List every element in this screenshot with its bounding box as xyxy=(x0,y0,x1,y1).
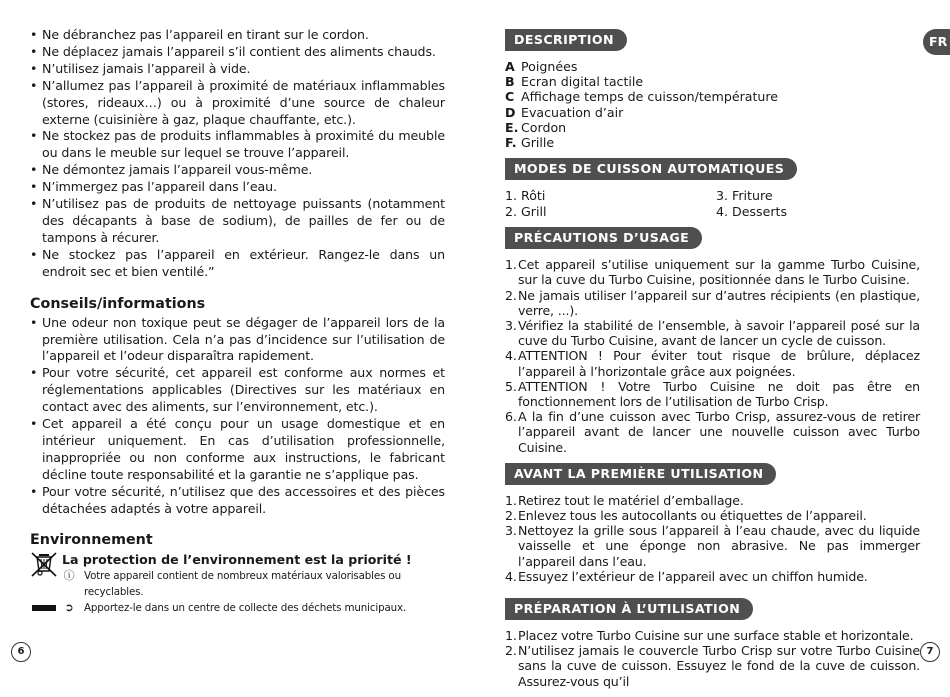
info-icon: ⓘ xyxy=(63,569,75,583)
first-use-item xyxy=(505,508,920,523)
environment-priority-title: La protection de l’environnement est la priorité ! xyxy=(62,552,412,568)
safety-bullet: • Ne déplacez jamais l’appareil s’il contient des aliments chauds. xyxy=(30,44,445,61)
item-number: 1. xyxy=(505,492,517,508)
item-text: ATTENTION ! Votre Turbo Cuisine ne doit pas être en fonctionnement lors de l’utilisation de Turbo Crisp. xyxy=(518,378,920,410)
precaution-item xyxy=(505,257,920,287)
item-number: 1. xyxy=(505,628,517,644)
item-text: Placez votre Turbo Cuisine sur une surface stable et horizontale. xyxy=(518,628,914,644)
description-header: DESCRIPTION xyxy=(505,29,627,51)
item-number: 6. xyxy=(505,409,517,425)
item-number: 2. xyxy=(505,508,517,524)
precaution-item xyxy=(505,348,920,378)
safety-bullet: • Ne démontez jamais l’appareil vous-même. xyxy=(30,162,445,179)
part-key: A xyxy=(505,59,515,74)
part-key: F. xyxy=(505,135,517,151)
right-column xyxy=(505,29,920,697)
environment-line xyxy=(30,568,445,600)
conseils-bullet: • Pour votre sécurité, n’utilisez que des accessoires et des pièces détachées adaptés à votre appareil. xyxy=(30,484,445,518)
safety-bullet: • Ne stockez pas de produits inflammables à proximité du meuble ou dans le meuble sur lequel se trouve l’appareil. xyxy=(30,128,445,162)
conseils-bullet: • Cet appareil a été conçu pour un usage domestique et en intérieur uniquement. En cas d’utilisation professionnelle, inappropriée ou non conforme aux instructions, le fabricant décline toute responsabilité et la garantie ne s’applique pas. xyxy=(30,416,445,484)
item-number: 1. xyxy=(505,257,517,273)
conseils-bullet: • Pour votre sécurité, cet appareil est conforme aux normes et réglementations applicables (Directives sur les matériaux en contact avec des aliments, sur l’environnement, etc.). xyxy=(30,365,445,416)
part-label: Evacuation d’air xyxy=(521,104,624,120)
safety-bullet-list xyxy=(30,27,445,281)
item-number: 3. xyxy=(505,523,517,539)
right-page xyxy=(475,0,950,689)
item-text: Cet appareil s’utilise uniquement sur la gamme Turbo Cuisine, sur la cuve du Turbo Cuisine, positionnée dans le Turbo Cuisine. xyxy=(518,257,920,288)
arrow-icon: ➲ xyxy=(64,601,74,615)
item-text: Essuyez l’extérieur de l’appareil avec un chiffon humide. xyxy=(518,568,868,584)
mode-item: 3. Friture xyxy=(716,188,773,204)
part-item xyxy=(505,59,920,74)
precaution-item xyxy=(505,318,920,348)
item-text: Retirez tout le matériel d’emballage. xyxy=(518,492,744,508)
environment-heading: Environnement xyxy=(30,532,153,549)
part-label: Affichage temps de cuisson/température xyxy=(521,89,779,105)
left-page xyxy=(0,0,475,673)
part-item xyxy=(505,120,920,135)
safety-bullet: • N’allumez pas l’appareil à proximité de matériaux inflammables (stores, rideaux…) ou à proximité d’une source de chaleur externe (cuisinière à gaz, plaque chauffante, etc.). xyxy=(30,78,445,129)
preparation-section xyxy=(505,598,920,689)
left-column xyxy=(30,27,445,616)
preparation-header: PRÉPARATION À L’UTILISATION xyxy=(505,598,753,620)
first-use-item xyxy=(505,569,920,584)
precautions-list xyxy=(505,257,920,455)
item-number: 3. xyxy=(505,318,517,334)
first-use-header: AVANT LA PREMIÈRE UTILISATION xyxy=(505,463,776,485)
part-key: C xyxy=(505,89,515,105)
item-number: 2. xyxy=(505,643,517,659)
preparation-item xyxy=(505,628,920,643)
preparation-item xyxy=(505,643,920,689)
part-label: Cordon xyxy=(521,119,567,135)
environment-line-text: Apportez-le dans un centre de collecte des déchets municipaux. xyxy=(84,602,407,615)
environment-line-text: Votre appareil contient de nombreux matériaux valorisables ou recyclables. xyxy=(84,570,401,599)
parts-list xyxy=(505,59,920,150)
item-text: A la fin d’une cuisson avec Turbo Crisp, assurez-vous de retirer l’appareil avant de lancer une nouvelle cuisson avec Turbo Cuisine. xyxy=(518,409,920,455)
part-label: Grille xyxy=(521,135,555,151)
first-use-item xyxy=(505,493,920,508)
precautions-section xyxy=(505,227,920,455)
environment-block xyxy=(30,551,445,616)
item-text: ATTENTION ! Pour éviter tout risque de brûlure, déplacez l’appareil à l’horizontale grâce aux poignées. xyxy=(518,348,920,379)
page-number-right: 7 xyxy=(920,642,940,662)
modes-section xyxy=(505,158,920,219)
first-use-section xyxy=(505,463,920,584)
precaution-item xyxy=(505,288,920,318)
item-text: Ne jamais utiliser l’appareil sur d’autres récipients (en plastique, verre, ...). xyxy=(518,287,920,318)
conseils-bullet: • Une odeur non toxique peut se dégager de l’appareil lors de la première utilisation. Cela n’a pas d’incidence sur l’utilisation de l’appareil et l’odeur disparaîtra rapidement. xyxy=(30,315,445,366)
part-label: Ecran digital tactile xyxy=(521,74,644,90)
part-item xyxy=(505,89,920,104)
item-number: 4. xyxy=(505,348,517,364)
first-use-list xyxy=(505,493,920,584)
language-tab: FR xyxy=(923,29,950,55)
page-number-left: 6 xyxy=(11,642,31,662)
item-number: 5. xyxy=(505,378,517,394)
part-key: E. xyxy=(505,119,519,135)
safety-bullet: • N’immergez pas l’appareil dans l’eau. xyxy=(30,179,445,196)
item-text: Nettoyez la grille sous l’appareil à l’eau chaude, avec du liquide vaisselle et une éponge non abrasive. Ne pas immerger l’appareil dans l’eau. xyxy=(518,523,920,569)
safety-bullet: • N’utilisez pas de produits de nettoyage puissants (notamment des décapants à base de sodium), de pailles de fer ou de tampons à récurer. xyxy=(30,196,445,247)
black-bar-icon xyxy=(32,605,56,611)
precaution-item xyxy=(505,409,920,455)
item-text: N’utilisez jamais le couvercle Turbo Crisp sur votre Turbo Cuisine sans la cuve de cuisson. Essuyez le fond de la cuve de cuisson. Assurez-vous qu’il xyxy=(518,643,920,689)
environment-line xyxy=(30,600,445,616)
precaution-item xyxy=(505,379,920,409)
precautions-header: PRÉCAUTIONS D’USAGE xyxy=(505,227,702,249)
safety-bullet: • N’utilisez jamais l’appareil à vide. xyxy=(30,61,445,78)
description-section xyxy=(505,29,920,150)
conseils-list xyxy=(30,315,445,518)
part-key: D xyxy=(505,104,516,120)
first-use-item xyxy=(505,523,920,569)
mode-item: 4. Desserts xyxy=(716,203,788,219)
modes-header: MODES DE CUISSON AUTOMATIQUES xyxy=(505,158,797,180)
item-number: 2. xyxy=(505,287,517,303)
part-label: Poignées xyxy=(521,59,578,74)
safety-bullet: • Ne stockez pas l’appareil en extérieur. Rangez-le dans un endroit sec et bien ventilé.” xyxy=(30,247,445,281)
item-text: Enlevez tous les autocollants ou étiquettes de l’appareil. xyxy=(518,508,867,524)
item-text: Vérifiez la stabilité de l’ensemble, à savoir l’appareil posé sur la cuve du Turbo Cuisine, avant de lancer un cycle de cuisson. xyxy=(518,318,920,349)
part-item xyxy=(505,105,920,120)
mode-item: 2. Grill xyxy=(505,203,547,219)
mode-item: 1. Rôti xyxy=(505,188,546,204)
item-number: 4. xyxy=(505,568,517,584)
modes-grid xyxy=(505,188,920,219)
part-key: B xyxy=(505,74,515,90)
part-item xyxy=(505,135,920,150)
preparation-list xyxy=(505,628,920,689)
conseils-heading: Conseils/informations xyxy=(30,295,206,312)
safety-bullet: • Ne débranchez pas l’appareil en tirant sur le cordon. xyxy=(30,27,445,44)
part-item xyxy=(505,74,920,89)
